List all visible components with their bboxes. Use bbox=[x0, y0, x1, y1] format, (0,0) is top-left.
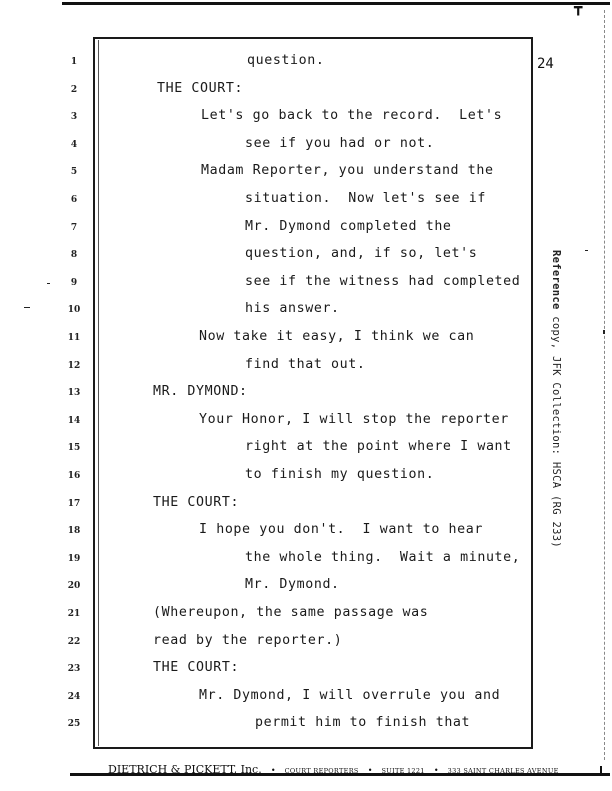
transcript-line: question. bbox=[247, 53, 325, 68]
line-number: 17 bbox=[67, 499, 81, 509]
line-number: 12 bbox=[67, 361, 81, 371]
transcript-line: see if you had or not. bbox=[245, 136, 435, 151]
transcript-line: situation. Now let's see if bbox=[245, 191, 486, 206]
footer-separator: • bbox=[270, 766, 276, 775]
transcript-line: his answer. bbox=[245, 301, 340, 316]
footer-separator: • bbox=[367, 766, 373, 775]
line-number: 4 bbox=[70, 140, 78, 150]
collection-label: copy, JFK Collection: HSCA (RG 233) bbox=[550, 309, 562, 548]
top-edge-rule bbox=[62, 2, 610, 5]
transcript-line: Madam Reporter, you understand the bbox=[201, 163, 494, 178]
transcript-line: the whole thing. Wait a minute, bbox=[245, 550, 521, 565]
line-number: 24 bbox=[67, 692, 81, 702]
firm-name: DIETRICH & PICKETT, Inc. bbox=[108, 763, 262, 776]
court-reporters-label: COURT REPORTERS bbox=[284, 767, 359, 775]
line-number: 6 bbox=[70, 195, 78, 205]
transcript-line: to finish my question. bbox=[245, 467, 435, 482]
top-corner-mark: ┳ bbox=[574, 0, 583, 16]
line-number: 11 bbox=[67, 333, 81, 343]
reference-label: Reference bbox=[550, 250, 562, 310]
line-number: 16 bbox=[67, 471, 81, 481]
address-label: 333 SAINT CHARLES AVENUE bbox=[447, 767, 559, 775]
transcript-line: permit him to finish that bbox=[255, 715, 471, 730]
transcript-line: right at the point where I want bbox=[245, 439, 512, 454]
line-number: 14 bbox=[67, 416, 81, 426]
transcript-line: Now take it easy, I think we can bbox=[199, 329, 475, 344]
line-number: 2 bbox=[70, 85, 78, 95]
transcript-line: THE COURT: bbox=[153, 660, 240, 675]
transcript-line: Mr. Dymond. bbox=[245, 577, 340, 592]
scan-speck bbox=[24, 307, 30, 308]
bottom-corner-mark bbox=[600, 766, 610, 774]
transcript-line: THE COURT: bbox=[157, 81, 244, 96]
line-number: 3 bbox=[70, 112, 78, 122]
transcript-line: THE COURT: bbox=[153, 495, 240, 510]
transcript-line: question, and, if so, let's bbox=[245, 246, 478, 261]
line-number: 25 bbox=[67, 719, 81, 729]
line-number: 20 bbox=[67, 581, 81, 591]
transcript-line: read by the reporter.) bbox=[153, 633, 343, 648]
line-number: 21 bbox=[67, 609, 81, 619]
footer-separator: • bbox=[433, 766, 439, 775]
page-number: 24 bbox=[537, 56, 554, 72]
transcript-line: Mr. Dymond completed the bbox=[245, 219, 452, 234]
line-number: 13 bbox=[67, 388, 81, 398]
line-number: 10 bbox=[67, 305, 81, 315]
transcript-line: MR. DYMOND: bbox=[153, 384, 248, 399]
suite-label: SUITE 1221 bbox=[381, 767, 425, 775]
transcript-line: (Whereupon, the same passage was bbox=[153, 605, 429, 620]
line-number: 15 bbox=[67, 443, 81, 453]
reference-copy-note bbox=[550, 250, 562, 548]
line-number: 23 bbox=[67, 664, 81, 674]
scan-speck bbox=[603, 330, 605, 334]
bottom-edge-rule bbox=[70, 773, 610, 776]
transcript-line: Your Honor, I will stop the reporter bbox=[199, 412, 509, 427]
line-number: 7 bbox=[70, 223, 78, 233]
line-number: 19 bbox=[67, 554, 81, 564]
line-number: 9 bbox=[70, 278, 78, 288]
transcript-line: I hope you don't. I want to hear bbox=[199, 522, 483, 537]
right-page-edge bbox=[604, 10, 606, 760]
transcript-line: Let's go back to the record. Let's bbox=[201, 108, 503, 123]
transcript-line: Mr. Dymond, I will overrule you and bbox=[199, 688, 501, 703]
transcript-line: see if the witness had completed bbox=[245, 274, 521, 289]
line-number: 18 bbox=[67, 526, 81, 536]
transcript-line: find that out. bbox=[245, 357, 366, 372]
scan-speck bbox=[47, 283, 50, 284]
line-number: 22 bbox=[67, 637, 81, 647]
line-number: 1 bbox=[70, 57, 78, 67]
scan-speck bbox=[585, 250, 588, 251]
line-number: 8 bbox=[70, 250, 78, 260]
line-number: 5 bbox=[70, 167, 78, 177]
